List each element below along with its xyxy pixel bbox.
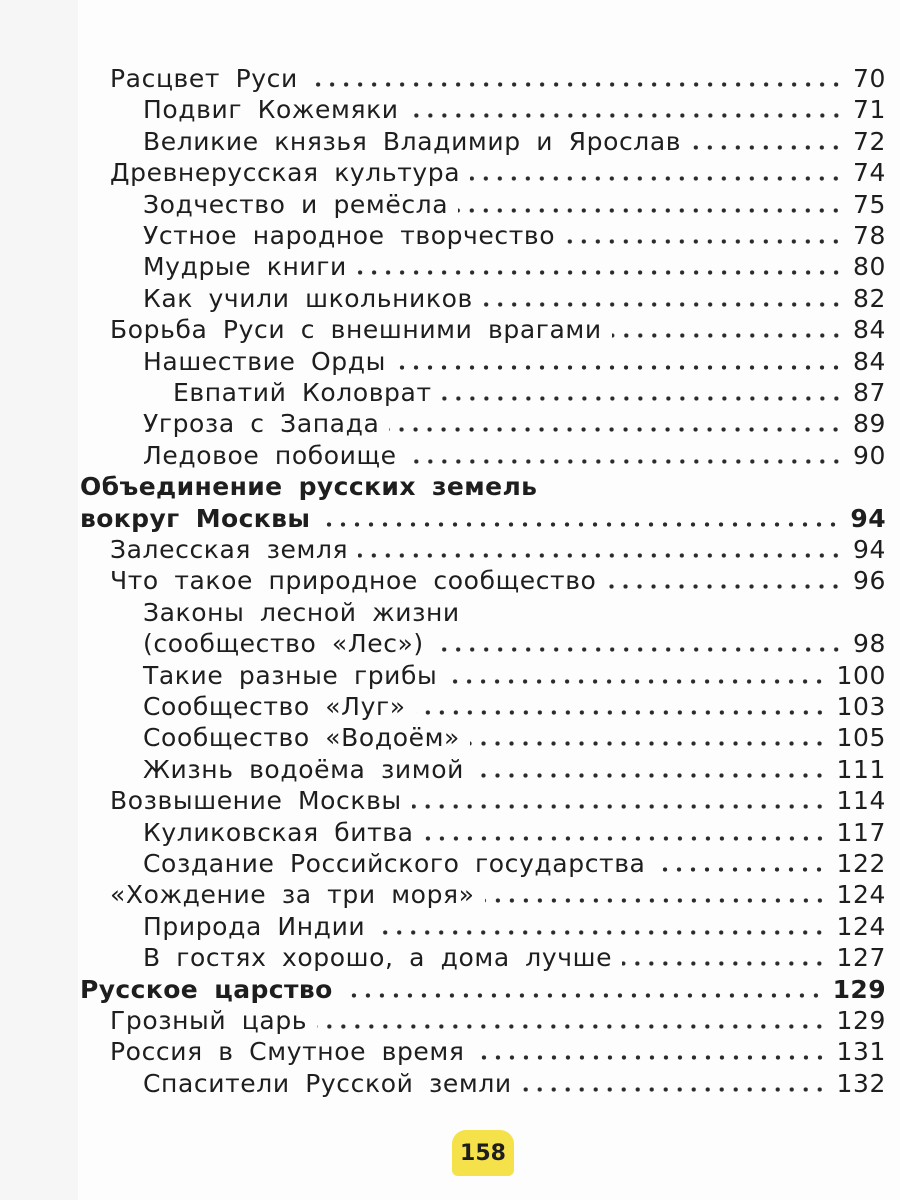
dot-leader (475, 1055, 827, 1060)
dot-leader (358, 553, 843, 558)
toc-entry (143, 283, 886, 314)
toc-entry-page: 129 (832, 975, 886, 1004)
dot-leader (483, 302, 843, 307)
toc-entry-page: 127 (836, 943, 886, 972)
toc-entry-page: 105 (836, 723, 886, 752)
dot-leader (409, 113, 843, 118)
toc-entry-title: Создание Российского государства (143, 849, 646, 878)
toc-entry (110, 534, 886, 565)
page-number-badge (452, 1130, 514, 1176)
toc-entry (110, 157, 886, 188)
toc-entry (110, 1036, 886, 1067)
toc-entry-title: Куликовская битва (143, 818, 414, 847)
toc-entry-page: 80 (852, 252, 886, 281)
toc-entry-page: 131 (836, 1037, 886, 1066)
toc-entry-title: Природа Индии (143, 912, 366, 941)
toc-entry (110, 879, 886, 910)
toc-entry-page: 72 (852, 127, 886, 156)
toc-entry (110, 785, 886, 816)
dot-leader (522, 1087, 827, 1092)
dot-leader (407, 459, 843, 464)
toc-entry-title: Грозный царь (110, 1006, 308, 1035)
toc-entry (80, 471, 886, 502)
toc-entry (80, 974, 886, 1005)
toc-entry-title: Евпатий Коловрат (173, 378, 432, 407)
toc-entry-page: 74 (852, 158, 886, 187)
toc-entry-page: 124 (836, 880, 886, 909)
toc-entry-page: 132 (836, 1069, 886, 1098)
toc-entry-page: 103 (836, 692, 886, 721)
dot-leader (606, 584, 843, 589)
toc-entry (143, 817, 886, 848)
toc-entry-title: Расцвет Руси (110, 64, 298, 93)
dot-leader (655, 867, 826, 872)
toc-entry-page: 98 (852, 629, 886, 658)
dot-leader (396, 365, 843, 370)
toc-entry (143, 848, 886, 879)
toc-entry-page: 84 (852, 347, 886, 376)
dot-leader (470, 176, 843, 181)
toc-entry-title: Нашествие Орды (143, 347, 386, 376)
dot-leader (691, 145, 843, 150)
dot-leader (434, 647, 843, 652)
toc-entry (143, 346, 886, 377)
toc-entry-title: Древнерусская культура (110, 158, 461, 187)
toc-entry (110, 565, 886, 596)
dot-leader (357, 270, 843, 275)
dot-leader (442, 396, 843, 401)
toc-entry-title: Как учили школьников (143, 284, 473, 313)
toc-entry-page: 71 (852, 95, 886, 124)
toc-entry (143, 1068, 886, 1099)
toc-entry (143, 126, 886, 157)
toc-entry-page: 84 (852, 315, 886, 344)
toc-entry-page: 96 (852, 566, 886, 595)
toc-entry (143, 911, 886, 942)
toc-entry (143, 440, 886, 471)
dot-leader (458, 208, 843, 213)
dot-leader (389, 427, 843, 432)
dot-leader (343, 993, 823, 998)
toc-entry (110, 314, 886, 345)
toc-entry (143, 691, 886, 722)
toc-entry-title: Угроза с Запада (143, 409, 380, 438)
dot-leader (447, 679, 826, 684)
page-number: 158 (460, 1140, 506, 1166)
toc-entry (143, 628, 886, 659)
toc-entry-page: 124 (836, 912, 886, 941)
toc-entry (143, 94, 886, 125)
toc-entry-page: 70 (852, 64, 886, 93)
dot-leader (308, 82, 843, 87)
toc-entry-page: 122 (836, 849, 886, 878)
toc-entry-title: Русское царство (80, 975, 333, 1004)
toc-entry-title: Спасители Русской земли (143, 1069, 512, 1098)
toc-entry-page: 75 (852, 190, 886, 219)
toc-entry-title: Жизнь водоёма зимой (143, 755, 464, 784)
toc-entry-title: Возвышение Москвы (110, 786, 402, 815)
toc-entry-title: Такие разные грибы (143, 661, 438, 690)
toc-entry-page: 111 (836, 755, 886, 784)
toc-entry-page: 117 (836, 818, 886, 847)
toc-entry-page: 87 (852, 378, 886, 407)
toc-entry (143, 754, 886, 785)
toc-entry (143, 189, 886, 220)
toc-entry-page: 114 (836, 786, 886, 815)
toc-entry (110, 63, 886, 94)
toc-entry-title: вокруг Москвы (80, 504, 311, 533)
toc-entry-page: 82 (852, 284, 886, 313)
toc-entry-title: (сообщество «Лес») (143, 629, 424, 658)
toc-entry-page: 90 (852, 441, 886, 470)
toc-entry (143, 660, 886, 691)
toc-entry (143, 251, 886, 282)
toc-entry-title: Россия в Смутное время (110, 1037, 465, 1066)
toc-entry-page: 94 (852, 535, 886, 564)
dot-leader (320, 522, 840, 527)
dot-leader (612, 333, 843, 338)
dot-leader (565, 239, 843, 244)
dot-leader (474, 773, 827, 778)
toc-entry-page: 94 (850, 504, 886, 533)
toc-entry-title: Устное народное творчество (143, 221, 556, 250)
dot-leader (470, 741, 827, 746)
dot-leader (622, 961, 826, 966)
toc-entry (143, 408, 886, 439)
toc-entry-title: Что такое природное сообщество (110, 566, 597, 595)
toc-entry-page: 100 (836, 661, 886, 690)
toc-entry-title: Мудрые книги (143, 252, 347, 281)
toc-entry-title: Зодчество и ремёсла (143, 190, 449, 219)
toc-entry-title: Великие князья Владимир и Ярослав (143, 127, 682, 156)
toc-entry (143, 942, 886, 973)
toc-entry-title: «Хождение за три моря» (110, 880, 475, 909)
dot-leader (317, 1024, 826, 1029)
toc-entry-title: В гостях хорошо, а дома лучше (143, 943, 613, 972)
toc-entry-page: 89 (852, 409, 886, 438)
toc-entry (143, 722, 886, 753)
toc-entry-page: 129 (836, 1006, 886, 1035)
toc-entry-title: Подвиг Кожемяки (143, 95, 399, 124)
toc-entry (143, 597, 886, 628)
toc-entry-title: Сообщество «Луг» (143, 692, 406, 721)
toc-entry-page: 78 (852, 221, 886, 250)
toc-entry-title: Ледовое побоище (143, 441, 397, 470)
toc-entry-title: Борьба Руси с внешними врагами (110, 315, 602, 344)
toc-entry-title: Законы лесной жизни (143, 598, 460, 627)
dot-leader (416, 710, 827, 715)
toc-entry (143, 220, 886, 251)
dot-leader (424, 836, 827, 841)
dot-leader (375, 930, 826, 935)
toc-entry (80, 503, 886, 534)
toc-entry-title: Объединение русских земель (80, 472, 538, 501)
toc-entry (173, 377, 886, 408)
toc-entry (110, 1005, 886, 1036)
toc-entry-title: Сообщество «Водоём» (143, 723, 460, 752)
dot-leader (412, 804, 827, 809)
toc-entry-title: Залесская земля (110, 535, 349, 564)
dot-leader (485, 898, 827, 903)
